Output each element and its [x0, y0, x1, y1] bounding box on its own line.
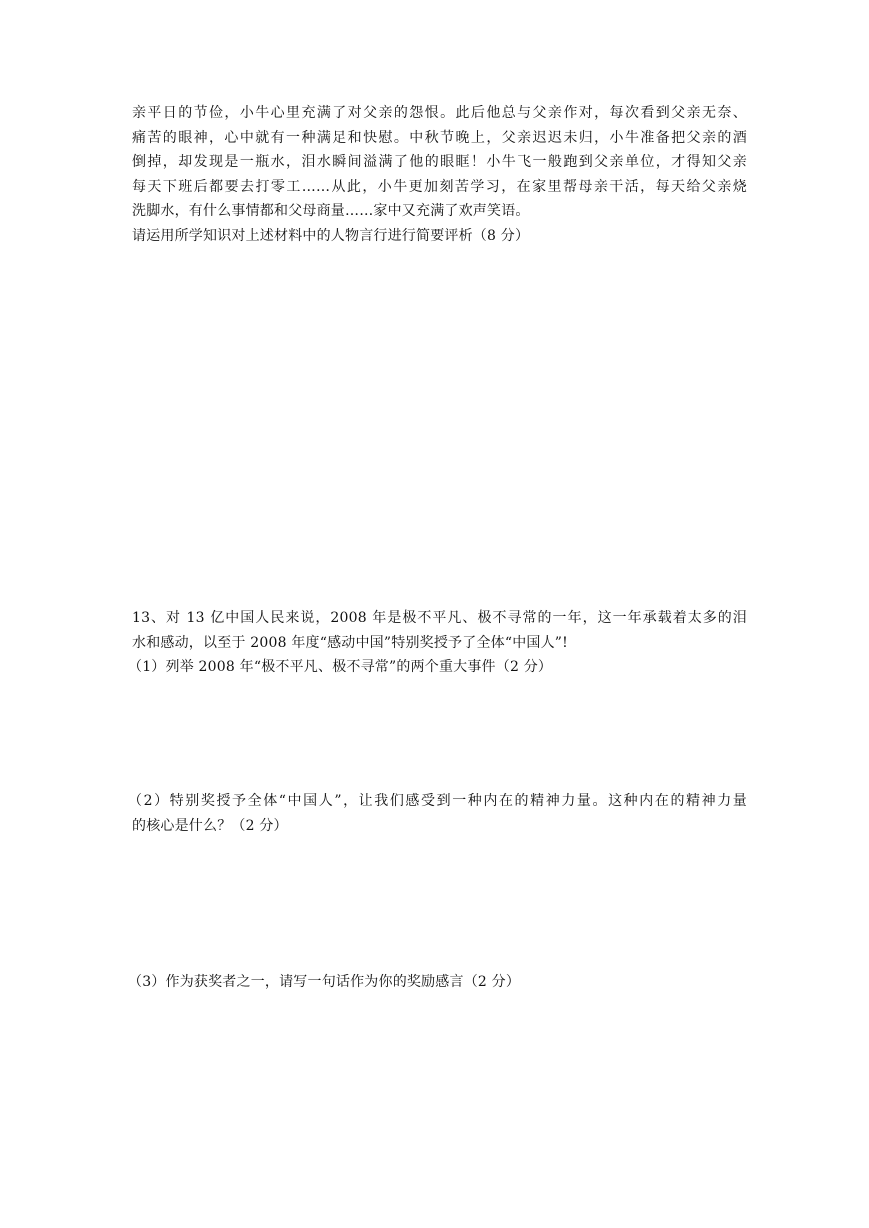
passage-line-2: 痛苦的眼神，心中就有一种满足和快慰。中秋节晚上，父亲迟迟未归，小牛准备把父亲的酒: [132, 129, 747, 146]
question-13-line-2: 水和感动，以至于 2008 年度“感动中国”特别奖授予了全体“中国人”!: [132, 634, 568, 651]
question-13-sub-2-line-1: （2）特别奖授予全体“中国人”，让我们感受到一种内在的精神力量。这种内在的精神力量: [128, 793, 747, 809]
passage-line-5: 洗脚水，有什么事情都和父母商量……家中又充满了欢声笑语。: [132, 203, 530, 219]
question-13-sub-3: （3）作为获奖者之一，请写一句话作为你的奖励感言（2 分）: [128, 974, 521, 990]
passage-line-3: 倒掉，却发现是一瓶水，泪水瞬间溢满了他的眼眶！小牛飞一般跑到父亲单位，才得知父亲: [132, 154, 747, 170]
passage-line-4: 每天下班后都要去打零工……从此，小牛更加刻苦学习，在家里帮母亲干活，每天给父亲烧: [132, 178, 747, 195]
passage-question-prompt: 请运用所学知识对上述材料中的人物言行进行简要评析（8 分）: [132, 227, 530, 244]
question-13-line-1: 13、对 13 亿中国人民来说，2008 年是极不平凡、极不寻常的一年，这一年承载着太多的泪: [132, 610, 747, 626]
question-13-intro: [128, 606, 747, 680]
passage-line-1: 亲平日的节俭，小牛心里充满了对父亲的怨恨。此后他总与父亲作对，每次看到父亲无奈、: [132, 105, 747, 121]
question-13-sub-2-line-2: 的核心是什么？（2 分）: [132, 817, 288, 834]
passage-section: [132, 101, 747, 248]
question-13-sub-2-block: [128, 789, 747, 838]
question-13-sub-3-block: [128, 970, 747, 995]
question-13-sub-1: （1）列举 2008 年“极不平凡、极不寻常”的两个重大事件（2 分）: [128, 659, 553, 675]
